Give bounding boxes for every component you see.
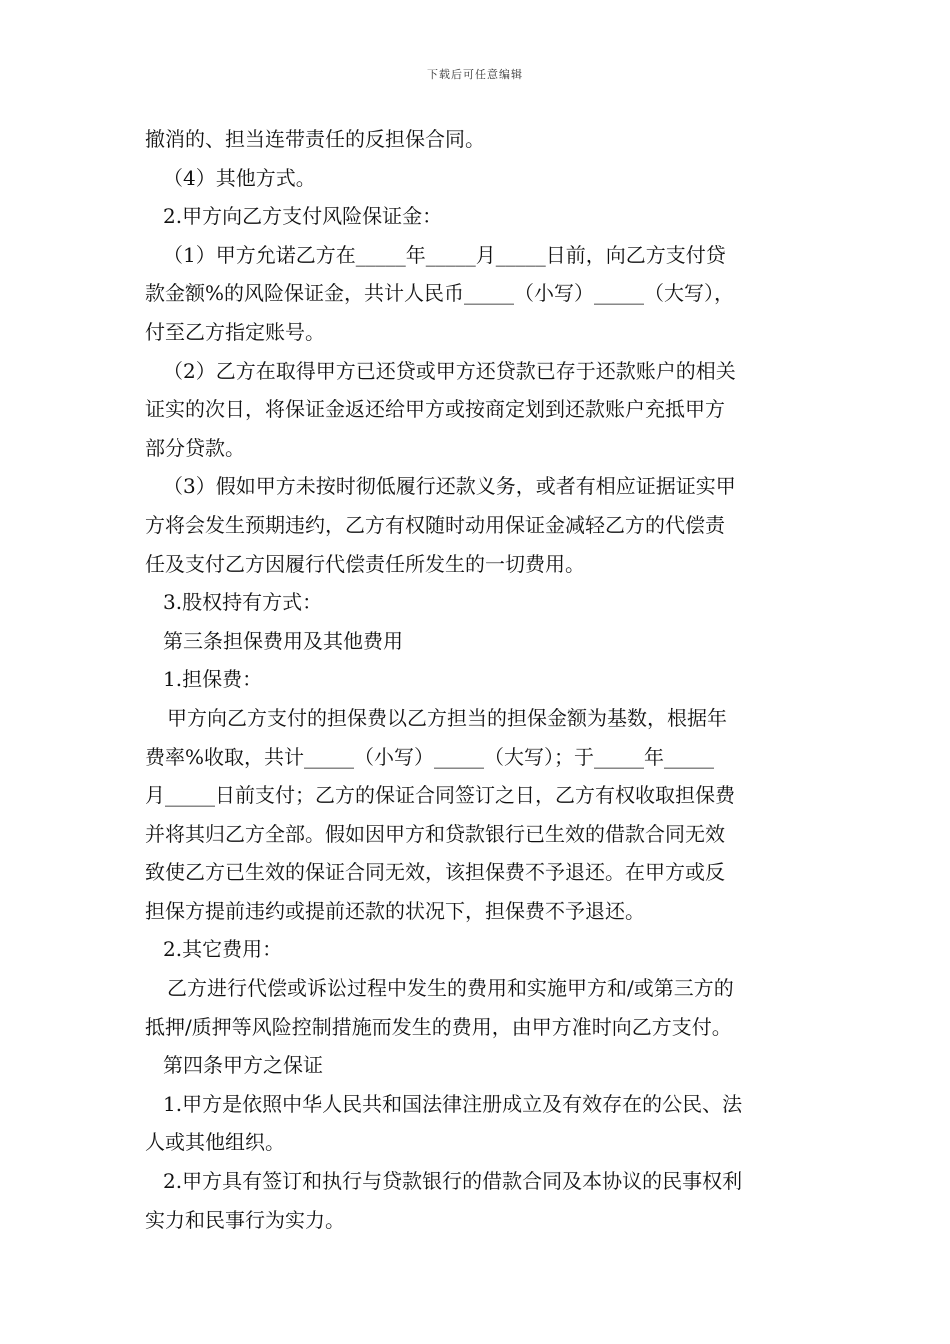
paragraph-line: 乙方进行代偿或诉讼过程中发生的费用和实施甲方和/或第三方的 bbox=[167, 976, 734, 1001]
paragraph-line: 2.甲方向乙方支付风险保证金： bbox=[163, 204, 443, 229]
paragraph-line: 费率%收取，共计_____（小写）_____（大写）；于_____年_____ bbox=[145, 744, 715, 769]
paragraph-line: 月_____日前支付；乙方的保证合同签订之日，乙方有权收取担保费 bbox=[145, 783, 735, 808]
paragraph-line: （3）假如甲方未按时彻低履行还款义务，或者有相应证据证实甲 bbox=[163, 474, 736, 499]
paragraph-line: 付至乙方指定账号。 bbox=[145, 319, 325, 344]
paragraph-line: 致使乙方已生效的保证合同无效，该担保费不予退还。在甲方或反 bbox=[145, 860, 725, 885]
paragraph-line: 实力和民事行为实力。 bbox=[145, 1207, 345, 1232]
paragraph-line: 3.股权持有方式： bbox=[163, 590, 323, 615]
paragraph-line: 抵押/质押等风险控制措施而发生的费用，由甲方准时向乙方支付。 bbox=[145, 1014, 732, 1039]
paragraph-line: 方将会发生预期违约，乙方有权随时动用保证金减轻乙方的代偿责 bbox=[145, 512, 725, 537]
paragraph-line: （2）乙方在取得甲方已还贷或甲方还贷款已存于还款账户的相关 bbox=[163, 358, 736, 383]
page-header: 下载后可任意编辑 bbox=[427, 68, 523, 81]
paragraph-line: 证实的次日，将保证金返还给甲方或按商定划到还款账户充抵甲方 bbox=[145, 397, 725, 422]
paragraph-line: 撤消的、担当连带责任的反担保合同。 bbox=[145, 127, 485, 151]
paragraph-line: 担保方提前违约或提前还款的状况下，担保费不予退还。 bbox=[145, 898, 645, 923]
paragraph-line: 甲方向乙方支付的担保费以乙方担当的担保金额为基数，根据年 bbox=[167, 705, 727, 730]
paragraph-line: 1.甲方是依照中华人民共和国法律注册成立及有效存在的公民、法 bbox=[163, 1091, 743, 1116]
paragraph-line: 并将其归乙方全部。假如因甲方和贷款银行已生效的借款合同无效 bbox=[145, 821, 725, 846]
paragraph-line: 2.其它费用： bbox=[163, 937, 283, 962]
paragraph-line: （4）其他方式。 bbox=[163, 165, 316, 190]
paragraph-line: 部分贷款。 bbox=[145, 435, 245, 460]
document-body bbox=[145, 120, 810, 1239]
paragraph-line: 任及支付乙方因履行代偿责任所发生的一切费用。 bbox=[145, 551, 585, 576]
paragraph-line: 2.甲方具有签订和执行与贷款银行的借款合同及本协议的民事权利 bbox=[163, 1169, 743, 1194]
paragraph-line: 第四条甲方之保证 bbox=[163, 1053, 323, 1078]
paragraph-line: 1.担保费： bbox=[163, 667, 263, 692]
paragraph-line: 款金额%的风险保证金，共计人民币_____（小写）_____（大写）， bbox=[145, 281, 735, 306]
paragraph-line: 第三条担保费用及其他费用 bbox=[163, 628, 403, 653]
paragraph-line: （1）甲方允诺乙方在_____年_____月_____日前，向乙方支付贷 bbox=[163, 242, 726, 267]
paragraph-line: 人或其他组织。 bbox=[145, 1130, 285, 1155]
